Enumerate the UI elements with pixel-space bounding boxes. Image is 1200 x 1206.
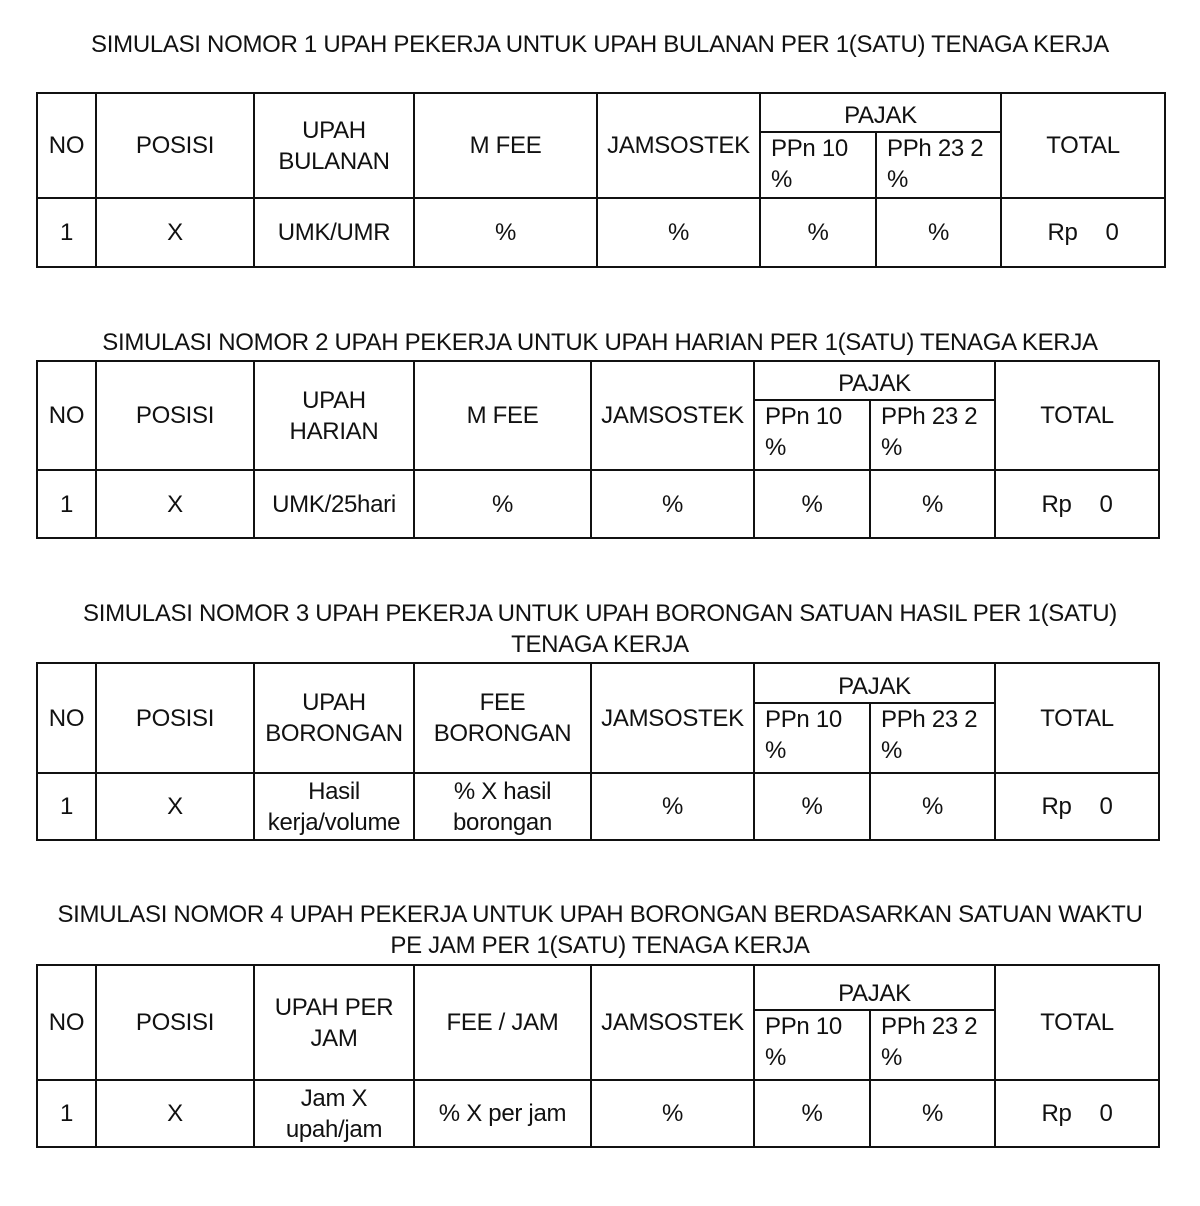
header-pajak: PAJAK [754,361,995,400]
cell-total [995,470,1159,538]
header-ppn: PPn 10 % [754,1010,870,1080]
cell-pph: % [870,1080,995,1147]
cell-total [995,773,1159,840]
simulation-table-4 [36,964,1160,1148]
cell-upah: Jam X upah/jam [254,1080,414,1147]
cell-ppn: % [760,198,876,267]
cell-fee: % [414,470,591,538]
header-jamsostek: JAMSOSTEK [597,93,760,198]
cell-jamsostek: % [591,773,754,840]
header-upah: UPAH BULANAN [254,93,414,198]
header-total: TOTAL [995,965,1159,1080]
cell-ppn: % [754,773,870,840]
header-jamsostek: JAMSOSTEK [591,965,754,1080]
header-pajak: PAJAK [754,663,995,703]
header-jamsostek: JAMSOSTEK [591,663,754,773]
table-row [37,773,1159,840]
total-currency: Rp [1047,219,1078,246]
simulation-table-1 [36,92,1166,268]
cell-jamsostek: % [597,198,760,267]
header-pph: PPh 23 2 % [870,400,995,470]
header-no: NO [37,361,96,470]
cell-no: 1 [37,773,96,840]
cell-pph: % [876,198,1001,267]
header-total: TOTAL [1001,93,1165,198]
simulation-table-3 [36,662,1160,841]
header-upah: UPAH PER JAM [254,965,414,1080]
header-no: NO [37,663,96,773]
simulation-table-2 [36,360,1160,539]
header-posisi: POSISI [96,93,254,198]
total-currency: Rp [1041,490,1072,518]
header-total: TOTAL [995,361,1159,470]
header-pajak: PAJAK [754,965,995,1010]
cell-total [1001,198,1165,267]
total-currency: Rp [1041,1100,1072,1127]
header-posisi: POSISI [96,361,254,470]
cell-no: 1 [37,198,96,267]
cell-no: 1 [37,470,96,538]
header-pajak: PAJAK [760,93,1001,132]
cell-total [995,1080,1159,1147]
table-4-title: SIMULASI NOMOR 4 UPAH PEKERJA UNTUK UPAH BORONGAN BERDASARKAN SATUAN WAKTU PE JAM PER 1(SATU) TENAGA KERJA [57,901,1143,959]
table-1-title: SIMULASI NOMOR 1 UPAH PEKERJA UNTUK UPAH BULANAN PER 1(SATU) TENAGA KERJA [91,31,1109,58]
table-3-title: SIMULASI NOMOR 3 UPAH PEKERJA UNTUK UPAH BORONGAN SATUAN HASIL PER 1(SATU) TENAGA KERJA [83,600,1117,658]
header-pph: PPh 23 2 % [870,703,995,773]
cell-jamsostek: % [591,1080,754,1147]
cell-posisi: X [96,470,254,538]
header-ppn: PPn 10 % [754,400,870,470]
table-row [37,1080,1159,1147]
header-total: TOTAL [995,663,1159,773]
total-value: 0 [1105,219,1119,246]
total-currency: Rp [1041,793,1072,820]
cell-pph: % [870,773,995,840]
header-fee: M FEE [414,361,591,470]
header-pph: PPh 23 2 % [870,1010,995,1080]
cell-upah: UMK/UMR [254,198,414,267]
cell-posisi: X [96,198,254,267]
cell-posisi: X [96,1080,254,1147]
total-value: 0 [1099,490,1113,518]
cell-no: 1 [37,1080,96,1147]
header-ppn: PPn 10 % [754,703,870,773]
cell-jamsostek: % [591,470,754,538]
header-jamsostek: JAMSOSTEK [591,361,754,470]
table-row [37,470,1159,538]
header-ppn: PPn 10 % [760,132,876,198]
header-upah: UPAH BORONGAN [254,663,414,773]
header-fee: M FEE [414,93,597,198]
cell-upah: UMK/25hari [254,470,414,538]
header-fee: FEE BORONGAN [414,663,591,773]
header-fee: FEE / JAM [414,965,591,1080]
cell-ppn: % [754,470,870,538]
header-no: NO [37,965,96,1080]
cell-fee: % [414,198,597,267]
header-posisi: POSISI [96,965,254,1080]
header-upah: UPAH HARIAN [254,361,414,470]
total-value: 0 [1099,793,1113,820]
header-pph: PPh 23 2 % [876,132,1001,198]
header-posisi: POSISI [96,663,254,773]
table-row [37,198,1165,267]
table-2-title: SIMULASI NOMOR 2 UPAH PEKERJA UNTUK UPAH HARIAN PER 1(SATU) TENAGA KERJA [102,329,1098,356]
cell-fee: % X per jam [414,1080,591,1147]
header-no: NO [37,93,96,198]
cell-ppn: % [754,1080,870,1147]
total-value: 0 [1099,1100,1113,1127]
cell-posisi: X [96,773,254,840]
cell-fee: % X hasil borongan [414,773,591,840]
cell-upah: Hasil kerja/volume [254,773,414,840]
cell-pph: % [870,470,995,538]
